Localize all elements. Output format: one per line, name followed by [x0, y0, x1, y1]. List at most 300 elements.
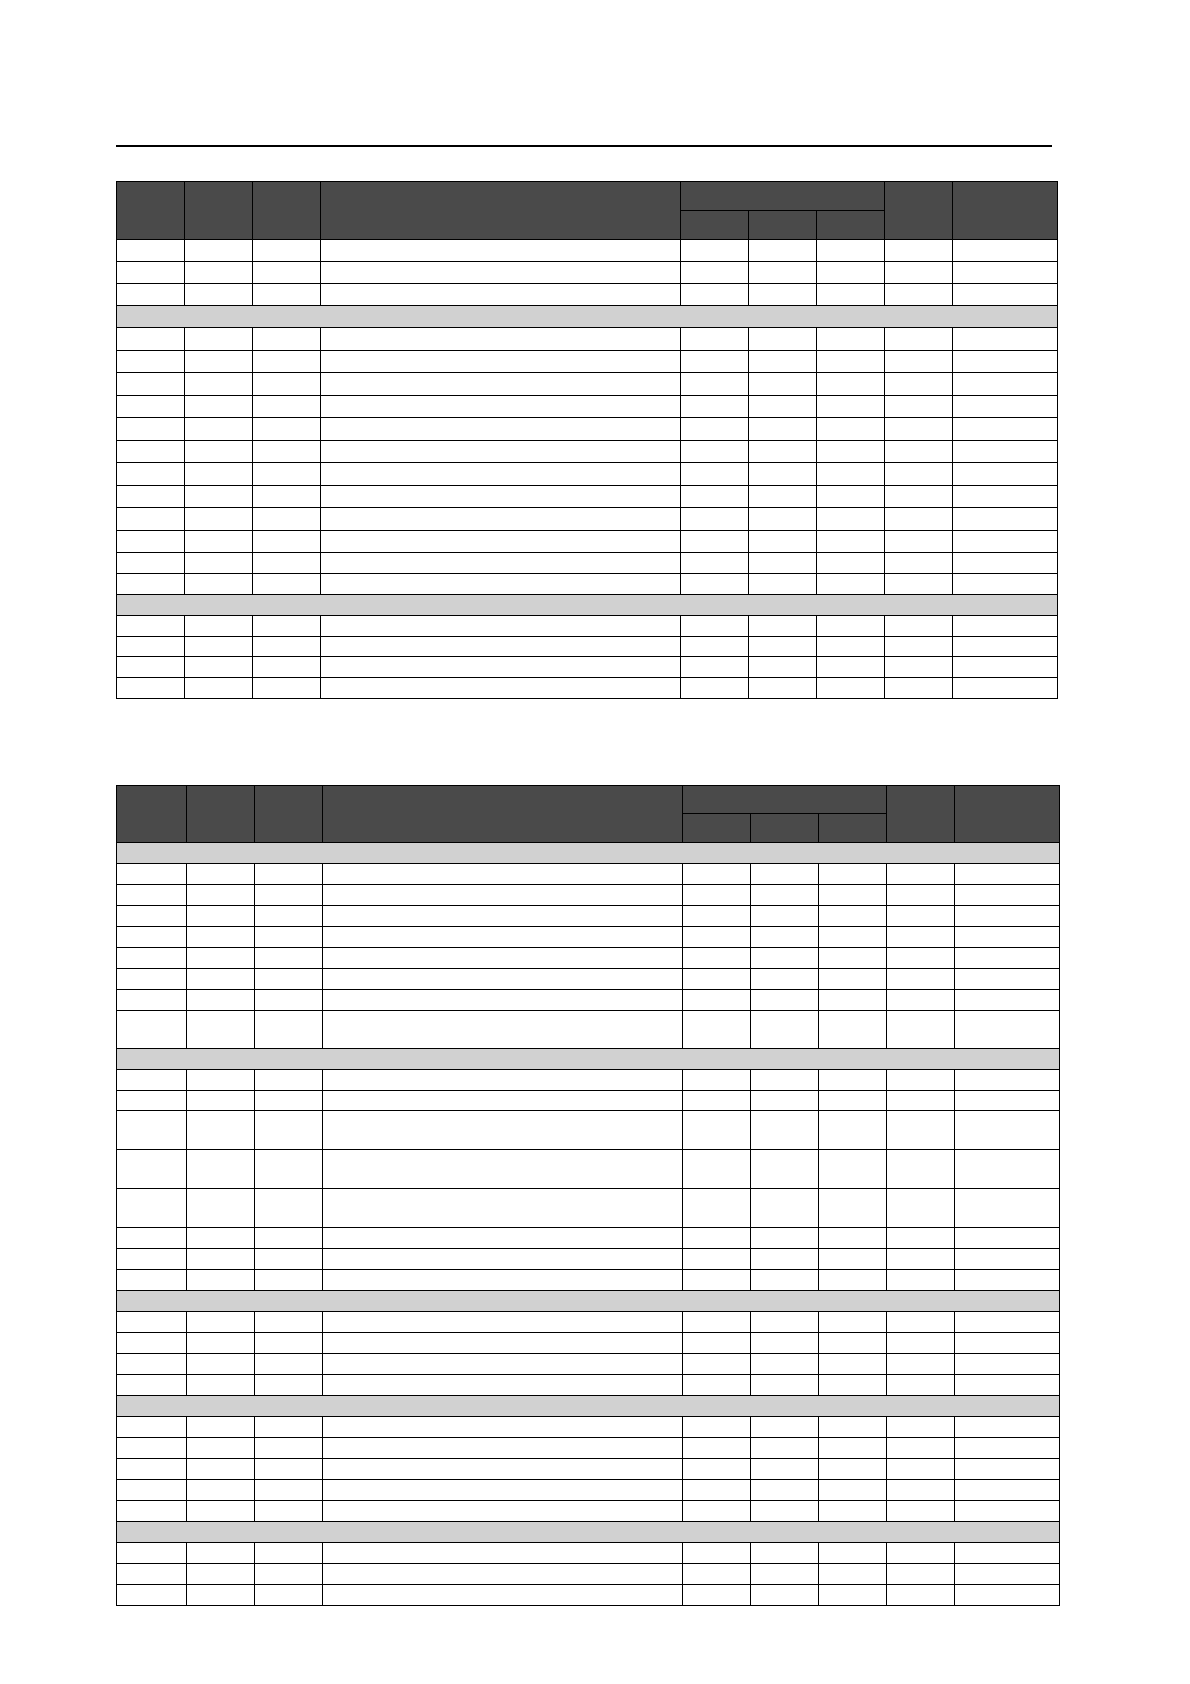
- table-row: [117, 1189, 1060, 1228]
- table-row: [117, 948, 1060, 969]
- table-cell: [885, 328, 953, 351]
- table-cell: [751, 1111, 819, 1150]
- table-cell: [751, 969, 819, 990]
- table-cell: [185, 373, 253, 396]
- table-cell: [117, 678, 185, 699]
- table-cell: [255, 1150, 323, 1189]
- table-cell: [117, 1438, 187, 1459]
- table-cell: [253, 574, 321, 595]
- table-cell: [681, 637, 749, 657]
- header-subcell: [681, 211, 749, 240]
- table-cell: [953, 284, 1058, 306]
- table-cell: [683, 1417, 751, 1438]
- table-cell: [885, 553, 953, 574]
- table-cell: [819, 1011, 887, 1049]
- table-cell: [255, 1564, 323, 1585]
- table-cell: [953, 553, 1058, 574]
- table-cell: [955, 1249, 1060, 1270]
- table-cell: [885, 508, 953, 531]
- table-cell: [819, 1150, 887, 1189]
- section-row: [117, 1522, 1060, 1543]
- table-cell: [187, 969, 255, 990]
- table-cell: [819, 1375, 887, 1396]
- table-cell: [819, 1270, 887, 1291]
- table-cell: [187, 990, 255, 1011]
- table-row: [117, 351, 1058, 373]
- table-cell: [751, 948, 819, 969]
- table-cell: [117, 463, 185, 486]
- table-cell: [253, 441, 321, 463]
- table-cell: [117, 1312, 187, 1333]
- table-cell: [681, 553, 749, 574]
- table-cell: [185, 678, 253, 699]
- table-cell: [885, 531, 953, 553]
- table-cell: [681, 486, 749, 508]
- table-cell: [953, 616, 1058, 637]
- table-cell: [887, 1375, 955, 1396]
- table-cell: [323, 1228, 683, 1249]
- table-cell: [117, 1249, 187, 1270]
- table-cell: [185, 262, 253, 284]
- table-cell: [185, 637, 253, 657]
- table-cell: [751, 1228, 819, 1249]
- table-cell: [187, 906, 255, 927]
- table-cell: [321, 531, 681, 553]
- table-cell: [321, 657, 681, 678]
- table-cell: [187, 1438, 255, 1459]
- table-cell: [817, 553, 885, 574]
- table-cell: [817, 396, 885, 418]
- table-cell: [187, 1111, 255, 1150]
- table-cell: [117, 1150, 187, 1189]
- table-cell: [955, 1312, 1060, 1333]
- table-cell: [117, 1333, 187, 1354]
- header-cell: [321, 182, 681, 240]
- table-cell: [187, 948, 255, 969]
- table-cell: [885, 284, 953, 306]
- table-cell: [117, 927, 187, 948]
- table-cell: [955, 885, 1060, 906]
- header-cell: [323, 786, 683, 843]
- table-cell: [683, 1189, 751, 1228]
- table-cell: [885, 657, 953, 678]
- table-cell: [185, 351, 253, 373]
- table-cell: [887, 990, 955, 1011]
- table-cell: [255, 1417, 323, 1438]
- table-cell: [817, 373, 885, 396]
- table-cell: [953, 240, 1058, 262]
- table-cell: [819, 1585, 887, 1606]
- table-cell: [681, 657, 749, 678]
- table-cell: [117, 885, 187, 906]
- table-cell: [681, 441, 749, 463]
- table-cell: [255, 1438, 323, 1459]
- table-row: [117, 1070, 1060, 1091]
- table-cell: [683, 1270, 751, 1291]
- table-cell: [885, 262, 953, 284]
- table-cell: [681, 373, 749, 396]
- table-cell: [953, 418, 1058, 441]
- table-row: [117, 531, 1058, 553]
- table-cell: [681, 574, 749, 595]
- table-cell: [749, 373, 817, 396]
- table-cell: [323, 1070, 683, 1091]
- table-cell: [321, 486, 681, 508]
- table-cell: [253, 284, 321, 306]
- table-row: [117, 418, 1058, 441]
- table-cell: [819, 1417, 887, 1438]
- table-cell: [751, 885, 819, 906]
- table-cell: [749, 328, 817, 351]
- header-cell: [885, 182, 953, 240]
- section-cell: [117, 595, 1058, 616]
- table-cell: [817, 657, 885, 678]
- table-cell: [683, 1543, 751, 1564]
- table-cell: [681, 508, 749, 531]
- table-row: [117, 1585, 1060, 1606]
- table-cell: [955, 1438, 1060, 1459]
- section-cell: [117, 1522, 1060, 1543]
- table-row: [117, 1501, 1060, 1522]
- table-cell: [955, 1070, 1060, 1091]
- table-cell: [117, 1564, 187, 1585]
- table-cell: [953, 328, 1058, 351]
- table-cell: [817, 418, 885, 441]
- table-cell: [819, 1564, 887, 1585]
- table-cell: [321, 574, 681, 595]
- table-cell: [955, 1501, 1060, 1522]
- table-cell: [749, 418, 817, 441]
- table-cell: [955, 1585, 1060, 1606]
- table-cell: [751, 1333, 819, 1354]
- table-cell: [887, 1228, 955, 1249]
- table-cell: [819, 969, 887, 990]
- section-cell: [117, 306, 1058, 328]
- table-cell: [255, 1585, 323, 1606]
- table-cell: [749, 616, 817, 637]
- table-cell: [955, 1459, 1060, 1480]
- section-row: [117, 843, 1060, 864]
- table-cell: [187, 927, 255, 948]
- table-row: [117, 906, 1060, 927]
- table-cell: [323, 1333, 683, 1354]
- table-cell: [323, 885, 683, 906]
- table-cell: [117, 1228, 187, 1249]
- table-cell: [955, 906, 1060, 927]
- table-cell: [887, 1417, 955, 1438]
- table-cell: [887, 1249, 955, 1270]
- table-cell: [185, 284, 253, 306]
- table-cell: [255, 948, 323, 969]
- table-cell: [187, 1091, 255, 1111]
- table-cell: [255, 1091, 323, 1111]
- table-cell: [321, 508, 681, 531]
- table-row: [117, 1312, 1060, 1333]
- table-cell: [681, 240, 749, 262]
- table-row: [117, 441, 1058, 463]
- table-cell: [819, 1480, 887, 1501]
- table-cell: [185, 553, 253, 574]
- table-cell: [955, 1333, 1060, 1354]
- table-cell: [321, 463, 681, 486]
- table-cell: [255, 1459, 323, 1480]
- table-cell: [887, 1111, 955, 1150]
- table-cell: [887, 1189, 955, 1228]
- table-cell: [117, 240, 185, 262]
- table-cell: [681, 418, 749, 441]
- section-row: [117, 1291, 1060, 1312]
- table-cell: [323, 1011, 683, 1049]
- table-cell: [819, 1312, 887, 1333]
- table-cell: [117, 396, 185, 418]
- table-cell: [187, 1270, 255, 1291]
- header-group-cell: [681, 182, 885, 211]
- table-row: [117, 1543, 1060, 1564]
- table-cell: [321, 678, 681, 699]
- section-row: [117, 1049, 1060, 1070]
- table-cell: [885, 486, 953, 508]
- table-cell: [955, 1189, 1060, 1228]
- table-cell: [817, 486, 885, 508]
- table-cell: [887, 1312, 955, 1333]
- table-cell: [887, 1150, 955, 1189]
- table-cell: [185, 463, 253, 486]
- table-cell: [323, 1438, 683, 1459]
- table-cell: [255, 1270, 323, 1291]
- table-cell: [683, 969, 751, 990]
- table-cell: [117, 616, 185, 637]
- table-cell: [321, 396, 681, 418]
- table-row: [117, 1249, 1060, 1270]
- table-cell: [117, 441, 185, 463]
- table-cell: [253, 616, 321, 637]
- table-cell: [323, 990, 683, 1011]
- table-cell: [321, 351, 681, 373]
- table-cell: [253, 678, 321, 699]
- table-cell: [819, 1189, 887, 1228]
- table-cell: [683, 906, 751, 927]
- header-subcell: [819, 814, 887, 843]
- table-cell: [117, 1417, 187, 1438]
- table-cell: [187, 1543, 255, 1564]
- table-row: [117, 240, 1058, 262]
- table-cell: [253, 463, 321, 486]
- table-cell: [321, 240, 681, 262]
- table-cell: [887, 864, 955, 885]
- table-cell: [885, 637, 953, 657]
- section-cell: [117, 1396, 1060, 1417]
- table-cell: [887, 1011, 955, 1049]
- table-row: [117, 864, 1060, 885]
- table-cell: [117, 969, 187, 990]
- table-cell: [955, 1228, 1060, 1249]
- table-cell: [683, 1091, 751, 1111]
- table-cell: [955, 1543, 1060, 1564]
- table-cell: [187, 1459, 255, 1480]
- table-cell: [187, 1070, 255, 1091]
- header-cell: [253, 182, 321, 240]
- table-cell: [323, 1189, 683, 1228]
- table-cell: [751, 1312, 819, 1333]
- table-cell: [253, 373, 321, 396]
- table-cell: [885, 418, 953, 441]
- table-cell: [819, 906, 887, 927]
- table-cell: [749, 240, 817, 262]
- table-cell: [819, 1333, 887, 1354]
- table-row: [117, 574, 1058, 595]
- table-cell: [255, 1249, 323, 1270]
- section-cell: [117, 843, 1060, 864]
- table-cell: [887, 906, 955, 927]
- table-cell: [683, 1312, 751, 1333]
- table-cell: [117, 486, 185, 508]
- header-rule: [116, 145, 1052, 147]
- header-row: [117, 786, 1060, 814]
- table-cell: [819, 1459, 887, 1480]
- table-cell: [817, 441, 885, 463]
- section-cell: [117, 1049, 1060, 1070]
- table-cell: [681, 678, 749, 699]
- table-cell: [255, 885, 323, 906]
- table-cell: [681, 616, 749, 637]
- table-cell: [323, 1417, 683, 1438]
- table-cell: [887, 1438, 955, 1459]
- section-cell: [117, 1291, 1060, 1312]
- table-cell: [683, 1354, 751, 1375]
- table-cell: [749, 508, 817, 531]
- table-cell: [321, 553, 681, 574]
- table-cell: [681, 328, 749, 351]
- table-cell: [187, 1564, 255, 1585]
- header-cell: [187, 786, 255, 843]
- table-cell: [751, 1070, 819, 1091]
- table-cell: [953, 531, 1058, 553]
- table-cell: [683, 1150, 751, 1189]
- table-cell: [749, 486, 817, 508]
- table-cell: [255, 1228, 323, 1249]
- table-cell: [255, 1501, 323, 1522]
- table-cell: [955, 1417, 1060, 1438]
- table-cell: [749, 262, 817, 284]
- table-cell: [749, 396, 817, 418]
- table-cell: [955, 969, 1060, 990]
- header-subcell: [751, 814, 819, 843]
- table-cell: [321, 284, 681, 306]
- header-cell: [955, 786, 1060, 843]
- table-cell: [321, 373, 681, 396]
- table-cell: [683, 1375, 751, 1396]
- table-cell: [683, 1111, 751, 1150]
- table-cell: [117, 1543, 187, 1564]
- table-cell: [185, 616, 253, 637]
- table-cell: [751, 1564, 819, 1585]
- table-cell: [681, 396, 749, 418]
- header-cell: [117, 182, 185, 240]
- table-cell: [887, 1333, 955, 1354]
- table-cell: [683, 1501, 751, 1522]
- table-cell: [323, 1585, 683, 1606]
- table-cell: [749, 574, 817, 595]
- table-cell: [817, 284, 885, 306]
- table-cell: [253, 486, 321, 508]
- table-cell: [255, 1111, 323, 1150]
- table-cell: [187, 1501, 255, 1522]
- table-cell: [887, 1459, 955, 1480]
- table-cell: [253, 328, 321, 351]
- table-cell: [819, 1354, 887, 1375]
- table-cell: [185, 240, 253, 262]
- table-cell: [117, 906, 187, 927]
- table-cell: [817, 531, 885, 553]
- table-cell: [751, 1501, 819, 1522]
- table-cell: [255, 1011, 323, 1049]
- table-cell: [819, 1543, 887, 1564]
- table-row: [117, 396, 1058, 418]
- table-cell: [955, 1270, 1060, 1291]
- table-cell: [819, 1111, 887, 1150]
- table-row: [117, 1228, 1060, 1249]
- table-row: [117, 463, 1058, 486]
- table-cell: [323, 948, 683, 969]
- table-cell: [887, 885, 955, 906]
- table-cell: [117, 1375, 187, 1396]
- table-cell: [117, 1189, 187, 1228]
- table-cell: [751, 1438, 819, 1459]
- table-cell: [955, 990, 1060, 1011]
- table-cell: [953, 396, 1058, 418]
- table-cell: [253, 418, 321, 441]
- table-cell: [117, 1354, 187, 1375]
- table-cell: [819, 1091, 887, 1111]
- table-cell: [817, 616, 885, 637]
- table-cell: [819, 1501, 887, 1522]
- table-cell: [683, 1070, 751, 1091]
- table-row: [117, 284, 1058, 306]
- table-cell: [255, 969, 323, 990]
- table-cell: [255, 927, 323, 948]
- table-cell: [187, 1585, 255, 1606]
- table-cell: [887, 1354, 955, 1375]
- table-cell: [953, 463, 1058, 486]
- table-cell: [817, 262, 885, 284]
- table-row: [117, 1333, 1060, 1354]
- table-cell: [749, 553, 817, 574]
- table-cell: [117, 351, 185, 373]
- header-cell: [887, 786, 955, 843]
- table-row: [117, 1375, 1060, 1396]
- table-cell: [683, 1249, 751, 1270]
- table-cell: [117, 657, 185, 678]
- table-cell: [117, 1011, 187, 1049]
- header-subcell: [817, 211, 885, 240]
- table-cell: [187, 1228, 255, 1249]
- table-cell: [187, 1150, 255, 1189]
- table-row: [117, 657, 1058, 678]
- table-cell: [683, 1585, 751, 1606]
- table-cell: [185, 328, 253, 351]
- table-cell: [817, 637, 885, 657]
- table-cell: [255, 1354, 323, 1375]
- table-row: [117, 1270, 1060, 1291]
- table-cell: [323, 1312, 683, 1333]
- table-cell: [749, 637, 817, 657]
- table-cell: [117, 1585, 187, 1606]
- table-cell: [117, 1070, 187, 1091]
- table-cell: [253, 531, 321, 553]
- section-row: [117, 1396, 1060, 1417]
- table-cell: [255, 906, 323, 927]
- table-row: [117, 553, 1058, 574]
